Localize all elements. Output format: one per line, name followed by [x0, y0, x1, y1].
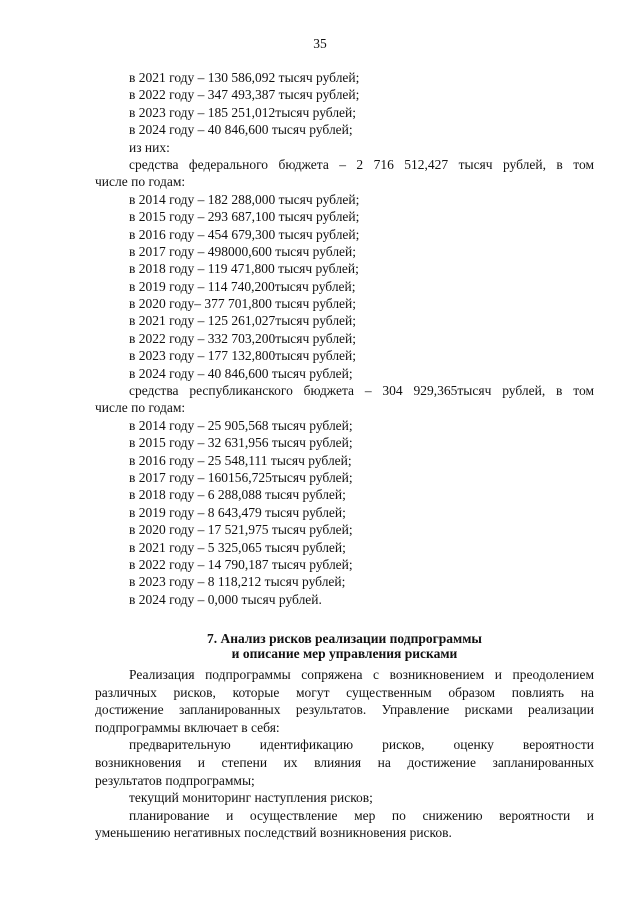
- republican-year-line: в 2017 году – 160156,725тысяч рублей;: [129, 469, 353, 485]
- republican-budget-intro: средства республиканского бюджета – 304 929,365тысяч рублей, в том: [129, 383, 594, 399]
- republican-year-line: в 2018 году – 6 288,088 тысяч рублей;: [129, 487, 346, 503]
- section-heading-line: и описание мер управления рисками: [231, 645, 458, 661]
- paragraph-line: различных рисков, которые могут существенным образом повлиять на: [95, 684, 594, 700]
- federal-budget-block: [95, 156, 594, 382]
- republican-year-line: в 2020 году – 17 521,975 тысяч рублей;: [129, 522, 353, 538]
- page-number: 35: [313, 36, 327, 51]
- republican-year-line: в 2019 году – 8 643,479 тысяч рублей;: [129, 504, 346, 520]
- republican-year-line: в 2016 году – 25 548,111 тысяч рублей;: [129, 452, 352, 468]
- federal-year-line: в 2019 году – 114 740,200тысяч рублей;: [129, 278, 356, 294]
- federal-year-line: в 2017 году – 498000,600 тысяч рублей;: [129, 243, 357, 259]
- republican-year-line: в 2015 году – 32 631,956 тысяч рублей;: [129, 435, 353, 451]
- paragraph-line: возникновения и степени их влияния на достижение запланированных: [95, 755, 594, 771]
- funding-line: в 2022 году – 347 493,387 тысяч рублей;: [129, 87, 360, 103]
- funding-line: в 2024 году – 40 846,600 тысяч рублей;: [129, 122, 353, 138]
- funding-line: в 2023 году – 185 251,012тысяч рублей;: [129, 104, 357, 120]
- federal-year-line: в 2018 году – 119 471,800 тысяч рублей;: [129, 261, 359, 277]
- federal-year-line: в 2020 году– 377 701,800 тысяч рублей;: [129, 296, 357, 312]
- funding-list-top: [95, 69, 594, 156]
- federal-year-line: в 2023 году – 177 132,800тысяч рублей;: [129, 348, 357, 364]
- paragraph-line: Реализация подпрограммы сопряжена с возникновением и преодолением: [129, 667, 594, 683]
- federal-budget-intro: средства федерального бюджета – 2 716 512,427 тысяч рублей, в том: [129, 156, 594, 172]
- republican-year-line: в 2022 году – 14 790,187 тысяч рублей;: [129, 556, 353, 572]
- federal-year-line: в 2024 году – 40 846,600 тысяч рублей;: [129, 365, 353, 381]
- paragraph-line: подпрограммы включает в себя:: [95, 719, 280, 735]
- republican-budget-intro-cont: числе по годам:: [95, 400, 186, 416]
- federal-year-line: в 2016 году – 454 679,300 тысяч рублей;: [129, 226, 360, 242]
- federal-budget-intro-cont: числе по годам:: [95, 174, 186, 190]
- republican-year-line: в 2023 году – 8 118,212 тысяч рублей;: [129, 574, 346, 590]
- paragraph-line: текущий мониторинг наступления рисков;: [129, 790, 373, 806]
- republican-budget-block: [95, 382, 594, 608]
- funding-line: из них:: [129, 139, 170, 155]
- section-heading: [95, 632, 594, 661]
- paragraph-line: предварительную идентификацию рисков, оценку вероятности: [129, 737, 594, 753]
- federal-year-line: в 2015 году – 293 687,100 тысяч рублей;: [129, 209, 360, 225]
- section-body: [95, 666, 594, 842]
- document-body: [95, 69, 594, 842]
- paragraph-line: планирование и осуществление мер по снижению вероятности и: [129, 807, 594, 823]
- paragraph-line: достижение запланированных результатов. Управление рисками реализации: [95, 702, 594, 718]
- federal-year-line: в 2022 году – 332 703,200тысяч рублей;: [129, 330, 357, 346]
- republican-year-line: в 2021 году – 5 325,065 тысяч рублей;: [129, 539, 346, 555]
- funding-line: в 2021 году – 130 586,092 тысяч рублей;: [129, 70, 360, 85]
- federal-year-line: в 2021 году – 125 261,027тысяч рублей;: [129, 313, 357, 329]
- republican-year-line: в 2014 году – 25 905,568 тысяч рублей;: [129, 417, 353, 433]
- section-heading-line: 7. Анализ рисков реализации подпрограммы: [207, 631, 482, 647]
- paragraph-line: уменьшению негативных последствий возникновения рисков.: [95, 825, 452, 841]
- federal-year-line: в 2014 году – 182 288,000 тысяч рублей;: [129, 191, 360, 207]
- paragraph-line: результатов подпрограммы;: [95, 772, 255, 788]
- republican-year-line: в 2024 году – 0,000 тысяч рублей.: [129, 591, 322, 607]
